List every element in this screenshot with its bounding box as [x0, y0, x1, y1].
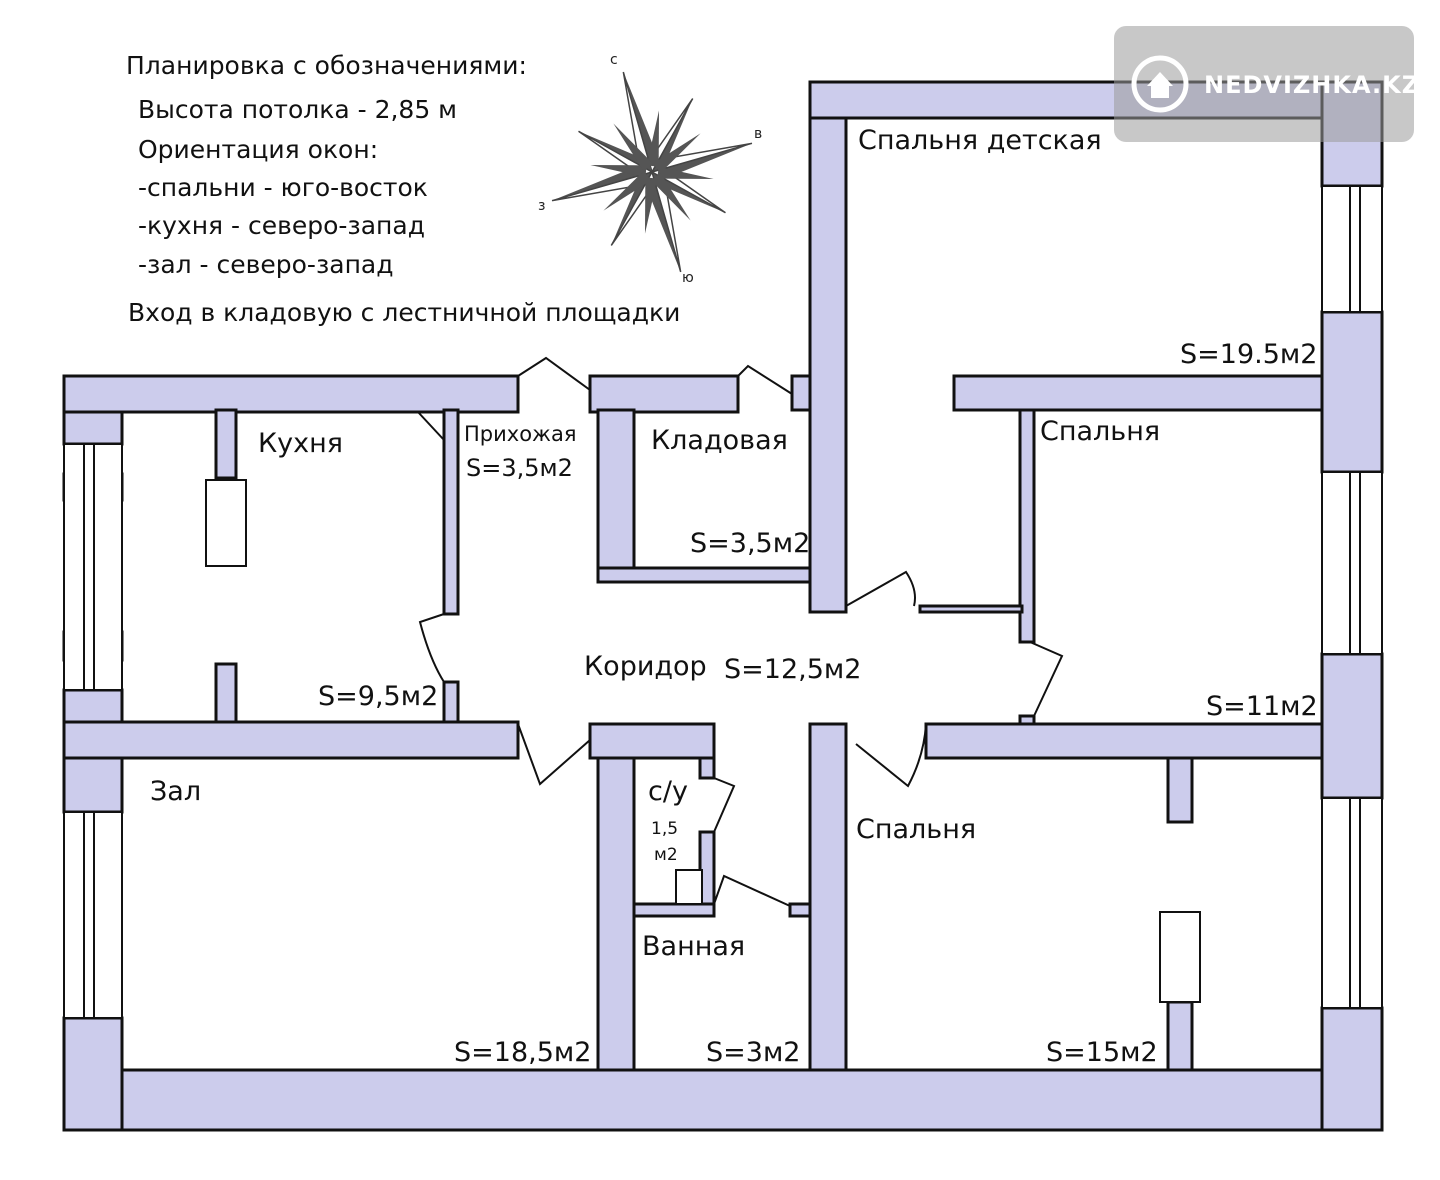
kids-bedroom-name: Спальня детская: [858, 125, 1102, 156]
ceiling-height: Высота потолка - 2,85 м: [138, 95, 458, 124]
compass-west: з: [538, 198, 546, 214]
wall-mid-horizontal-right: [926, 724, 1322, 758]
wall-storage-left: [598, 410, 634, 568]
door-kitchen: [420, 614, 444, 682]
wc-toilet: [676, 870, 702, 904]
bedroom-bottom-area: S=15м2: [1046, 1037, 1158, 1068]
wall-bedroom-divider: [954, 376, 1322, 410]
wall-bottom: [64, 1070, 1382, 1130]
wall-kitchen-top-stub: [216, 410, 236, 478]
kitchen-fixture: [206, 480, 246, 566]
window-bedroom-right: [1322, 472, 1382, 654]
watermark: [1114, 26, 1420, 142]
door-living: [518, 724, 590, 784]
door-hall-diagonal: [418, 412, 444, 440]
wall-bath-right: [810, 724, 846, 1070]
door-bedroom-bottom: [856, 724, 926, 786]
bathroom-area: S=3м2: [706, 1037, 801, 1068]
corridor-area: S=12,5м2: [724, 654, 862, 685]
wall-upper-left: [810, 82, 846, 612]
bedroom-fixture: [1160, 912, 1200, 1002]
hallway-area: S=3,5м2: [466, 454, 573, 482]
wc-area-unit: м2: [654, 845, 678, 865]
wall-bath-block-top: [590, 724, 714, 758]
compass-rose: [505, 25, 799, 319]
storage-area: S=3,5м2: [690, 528, 811, 559]
window-bedroom-bottom: [1322, 798, 1382, 1008]
storage-entrance-note: Вход в кладовую с лестничной площадки: [128, 298, 681, 327]
living-area: S=18,5м2: [454, 1037, 592, 1068]
watermark-text: NEDVIZHKA.KZ: [1204, 71, 1421, 99]
wall-kitchen-right: [444, 410, 458, 614]
orientation-item-bedrooms: -спальни - юго-восток: [138, 173, 428, 202]
wall-wc-right: [700, 758, 714, 778]
living-name: Зал: [150, 776, 202, 807]
orientation-item-living: -зал - северо-запад: [138, 250, 394, 279]
bedroom-right-area: S=11м2: [1206, 691, 1318, 722]
kitchen-name: Кухня: [258, 428, 344, 459]
compass-north: с: [610, 52, 618, 68]
wall-bath-right-stub: [790, 904, 810, 916]
wall-right-mid2: [1322, 654, 1382, 798]
window-living: [64, 812, 122, 1018]
plan-title: Планировка с обозначениями:: [126, 51, 527, 80]
door-wc: [714, 778, 734, 832]
wall-right-mid1: [1322, 312, 1382, 472]
wall-bath-left: [598, 758, 634, 1070]
wall-bedroom-pier-bottom: [1168, 1002, 1192, 1070]
door-bedroom-right: [1030, 642, 1062, 716]
bedroom-bottom-name: Спальня: [856, 814, 977, 845]
bathroom-name: Ванная: [642, 931, 746, 962]
door-kids: [846, 572, 915, 606]
bedroom-right-name: Спальня: [1040, 416, 1161, 447]
door-storage: [738, 366, 792, 394]
wall-kitchen-bottom-stub: [216, 664, 236, 724]
wall-top-left: [64, 376, 518, 412]
orientation-title: Ориентация окон:: [138, 135, 379, 164]
corridor-name: Коридор: [584, 651, 707, 682]
wall-kids-door-stub: [920, 606, 1022, 612]
window-kitchen: [64, 444, 122, 690]
wall-right-bottom: [1322, 1008, 1382, 1130]
wc-name: с/у: [648, 776, 688, 807]
wall-bedroom-pier-top: [1168, 758, 1192, 822]
kitchen-area: S=9,5м2: [318, 681, 439, 712]
wall-kitchen-right-low: [444, 682, 458, 724]
wall-mid-horizontal-left: [64, 722, 518, 758]
window-kids: [1322, 186, 1382, 312]
door-bathroom: [714, 876, 790, 906]
door-entrance: [518, 358, 590, 390]
wall-storage-bottom: [598, 568, 810, 582]
hallway-name: Прихожая: [464, 422, 577, 446]
wall-wc-bottom: [634, 904, 714, 916]
wall-top-mid: [590, 376, 738, 412]
storage-name: Кладовая: [651, 425, 788, 456]
wall-left-bottom: [64, 1018, 122, 1130]
kids-bedroom-area: S=19.5м2: [1180, 339, 1318, 370]
compass-east: в: [754, 126, 763, 142]
compass-south: ю: [682, 270, 694, 286]
orientation-item-kitchen: -кухня - северо-запад: [138, 211, 425, 240]
wc-area-value: 1,5: [651, 819, 679, 839]
